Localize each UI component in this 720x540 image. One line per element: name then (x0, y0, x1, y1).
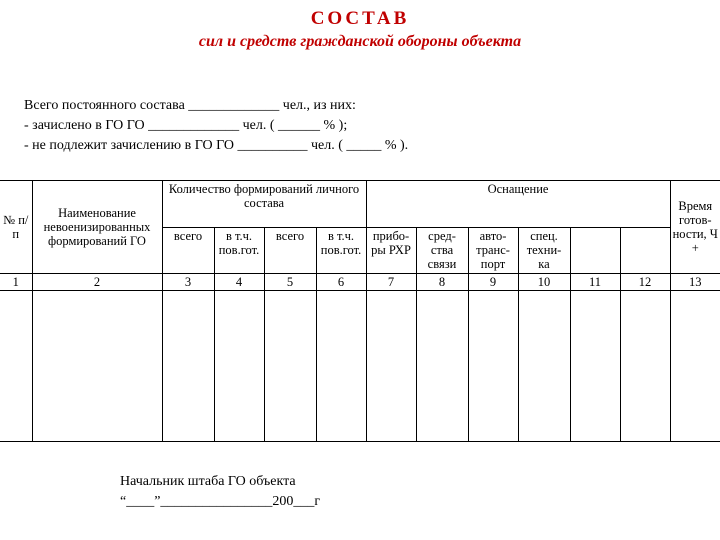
header-ready-2: в т.ч. пов.гот. (316, 227, 366, 274)
table-cell (620, 291, 670, 442)
column-number: 12 (620, 274, 670, 291)
header-count-group: Количество формирований личного состава (162, 181, 366, 228)
header-total-1: всего (162, 227, 214, 274)
header-rkhr-devices: прибо- ры РХР (366, 227, 416, 274)
personnel-summary (24, 96, 408, 156)
summary-enrolled-line: - зачислено в ГО ГО _____________ чел. ( ______ % ); (24, 118, 348, 133)
header-number: № п/п (0, 181, 32, 274)
header-ready-1: в т.ч. пов.гот. (214, 227, 264, 274)
table-body-row (0, 291, 720, 442)
table-cell (316, 291, 366, 442)
table-cell (162, 291, 214, 442)
summary-not-enrolled-line: - не подлежит зачислению в ГО ГО __________ чел. ( _____ % ). (24, 138, 409, 153)
table-cell (264, 291, 316, 442)
header-equipment-group: Оснащение (366, 181, 670, 228)
document-title: СОСТАВ (310, 8, 410, 29)
column-number: 13 (670, 274, 720, 291)
column-number: 5 (264, 274, 316, 291)
column-number: 1 (0, 274, 32, 291)
column-number: 6 (316, 274, 366, 291)
column-number: 2 (32, 274, 162, 291)
column-number: 3 (162, 274, 214, 291)
summary-total-line: Всего постоянного состава _____________ чел., из них: (24, 98, 356, 113)
header-total-2: всего (264, 227, 316, 274)
column-number: 11 (570, 274, 620, 291)
header-readiness-time: Время готов- ности, Ч + (670, 181, 720, 274)
column-number: 8 (416, 274, 468, 291)
signature-block (120, 472, 320, 512)
header-special-equipment: спец. техни- ка (518, 227, 570, 274)
date-line: “____”________________200___г (120, 494, 321, 509)
column-numbers-row (0, 274, 720, 291)
header-blank-12 (620, 227, 670, 274)
header-vehicles: авто- транс- порт (468, 227, 518, 274)
table-cell (214, 291, 264, 442)
table-cell (670, 291, 720, 442)
document-subtitle: сил и средств гражданской обороны объекта (198, 33, 522, 50)
column-number: 4 (214, 274, 264, 291)
table-cell (570, 291, 620, 442)
column-number: 10 (518, 274, 570, 291)
signature-title: Начальник штаба ГО объекта (120, 474, 296, 489)
header-formation-name: Наименование невоенизированных формирований ГО (32, 181, 162, 274)
forces-table (0, 180, 720, 442)
table-cell (416, 291, 468, 442)
table-cell (518, 291, 570, 442)
table-cell (32, 291, 162, 442)
header-comm-means: сред- ства связи (416, 227, 468, 274)
header-blank-11 (570, 227, 620, 274)
column-number: 7 (366, 274, 416, 291)
table-cell (468, 291, 518, 442)
column-number: 9 (468, 274, 518, 291)
table-cell (0, 291, 32, 442)
table-cell (366, 291, 416, 442)
